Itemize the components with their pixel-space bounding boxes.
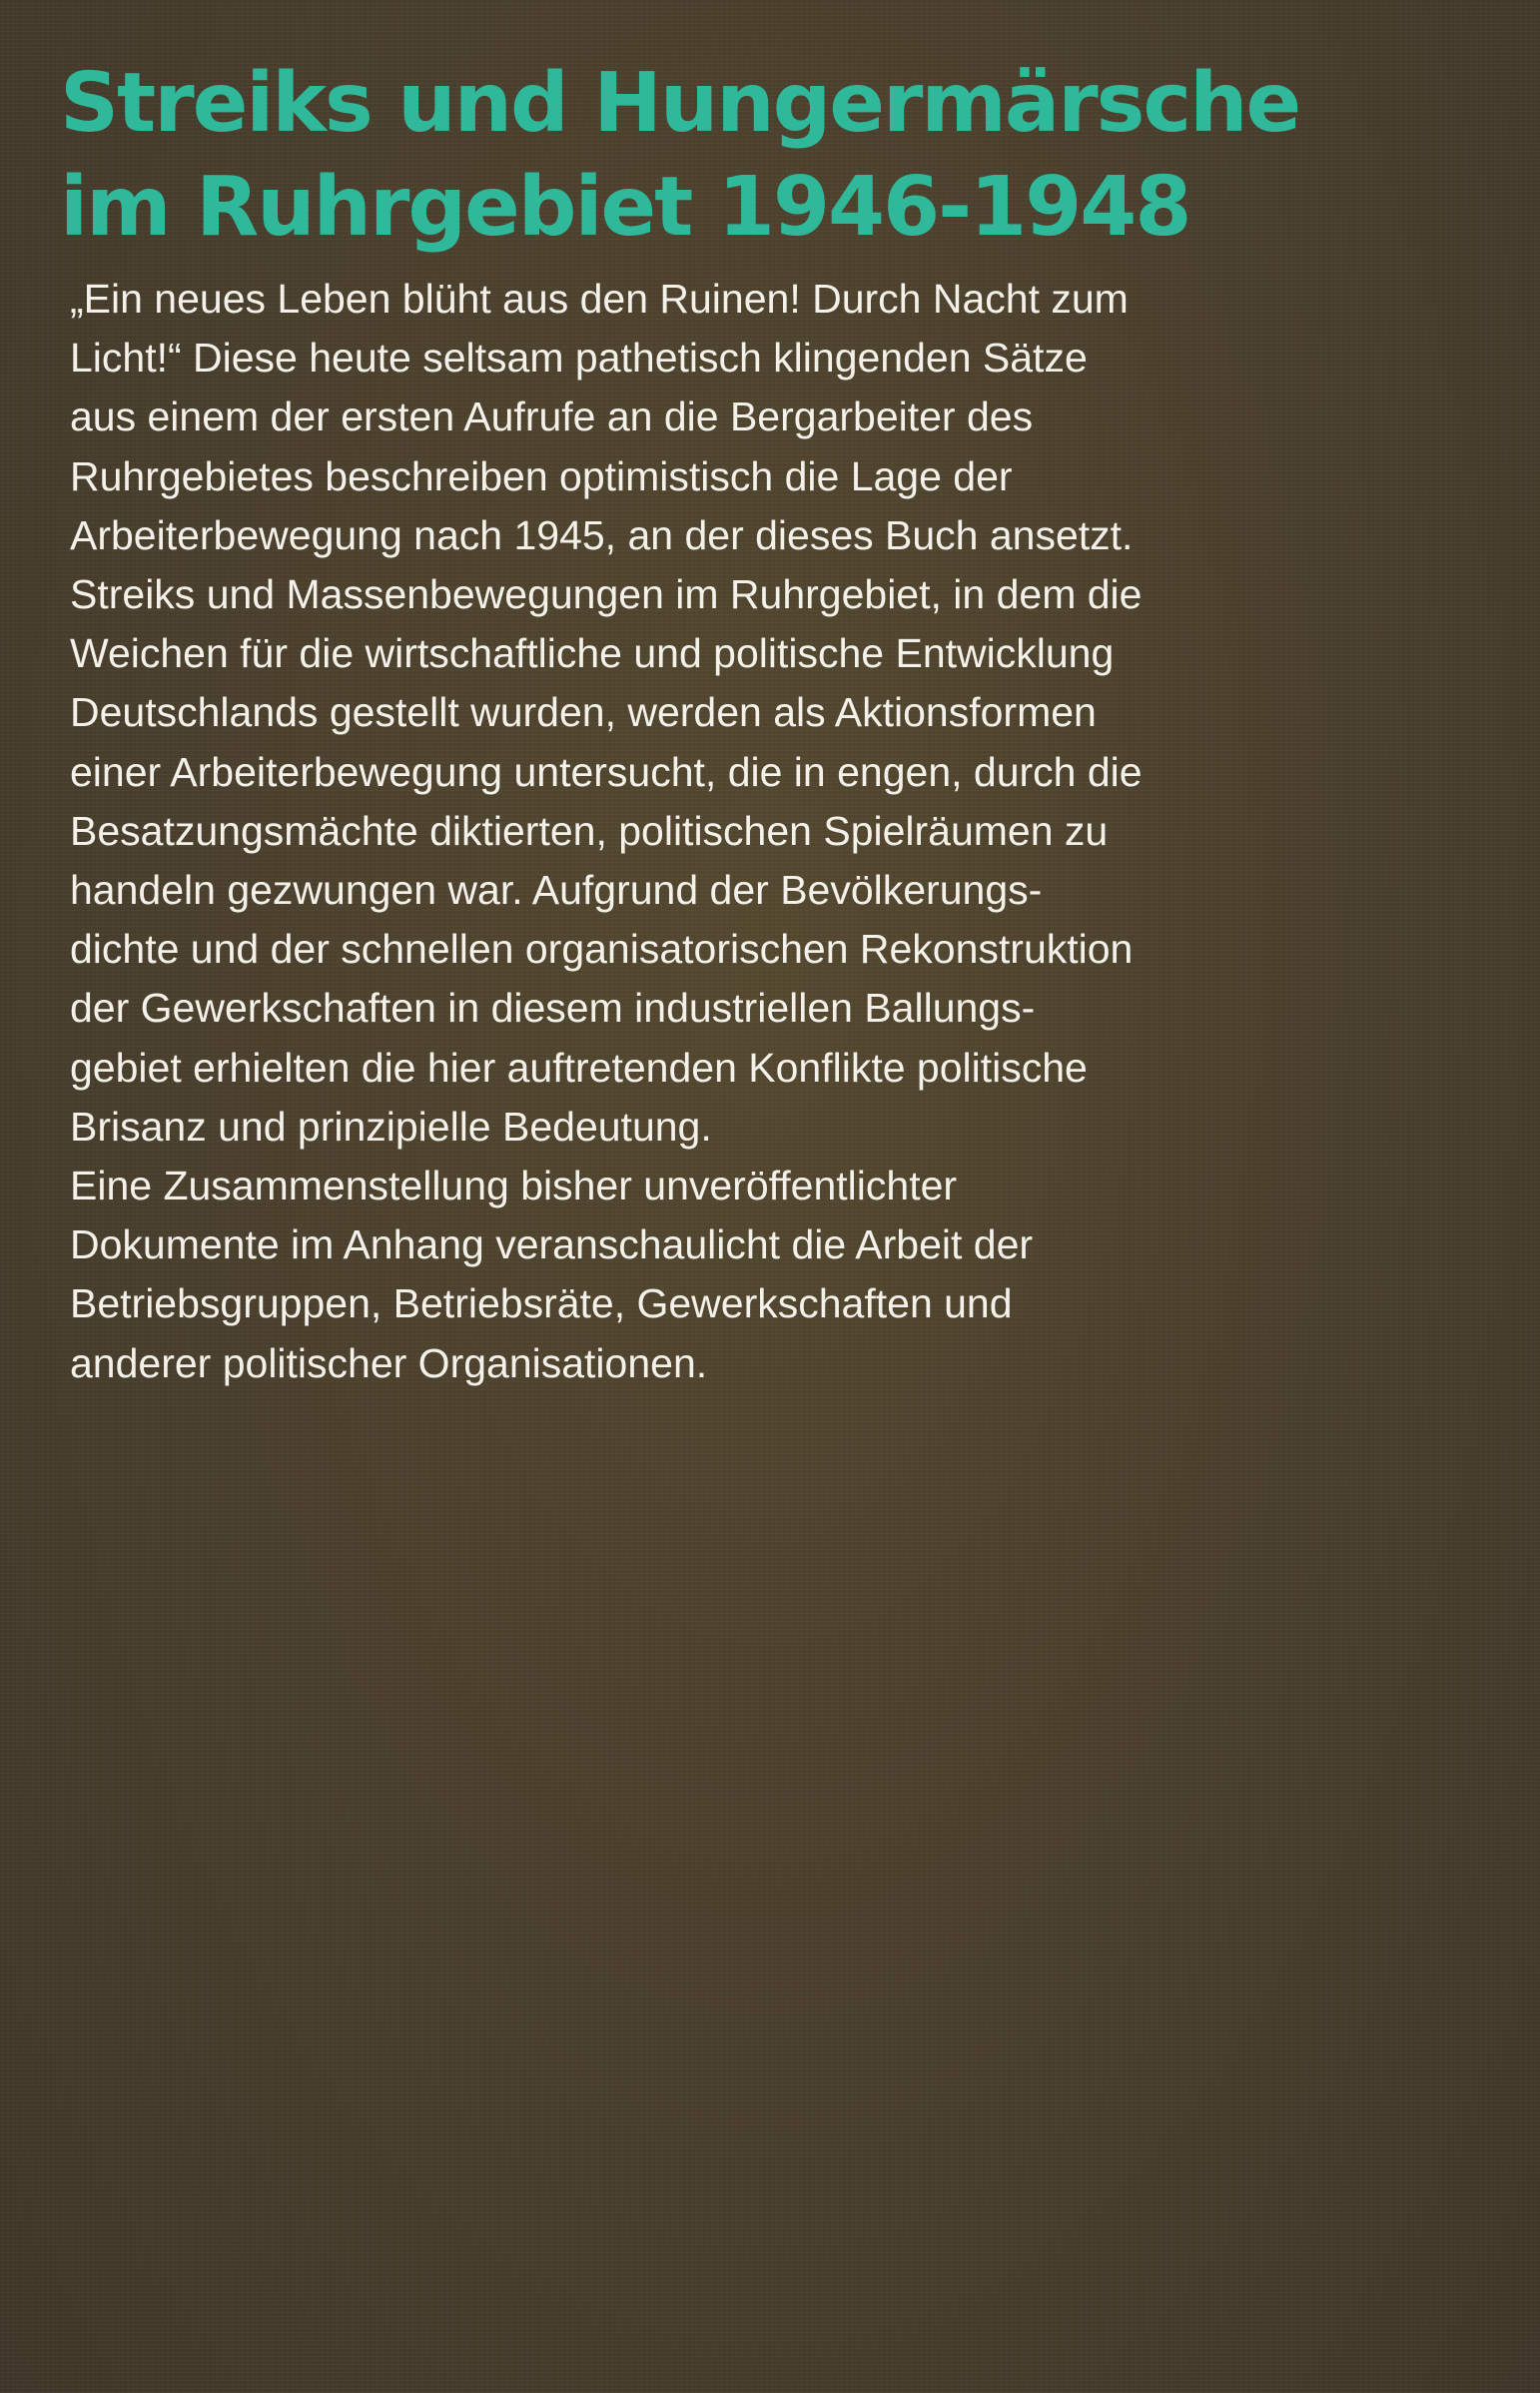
blurb-line: anderer politischer Organisationen. bbox=[70, 1339, 708, 1386]
blurb-line: Licht!“ Diese heute seltsam pathetisch klingenden Sätze bbox=[70, 335, 1088, 382]
blurb-line: gebiet erhielten die hier auftretenden Konflikte politische bbox=[70, 1044, 1088, 1091]
blurb-line: aus einem der ersten Aufrufe an die Bergarbeiter des bbox=[70, 394, 1034, 440]
blurb-line: Ruhrgebietes beschreiben optimistisch die Lage der bbox=[70, 452, 1013, 499]
blurb-line: „Ein neues Leben blüht aus den Ruinen! Durch Nacht zum bbox=[70, 276, 1129, 322]
blurb-text bbox=[70, 270, 1468, 1393]
blurb-line: Eine Zusammenstellung bisher unveröffentlichter bbox=[70, 1163, 958, 1209]
blurb-line: Deutschlands gestellt wurden, werden als Aktionsformen bbox=[70, 689, 1097, 736]
blurb-line: dichte und der schnellen organisatorischen Rekonstruktion bbox=[70, 926, 1134, 973]
blurb-line: Weichen für die wirtschaftliche und politische Entwicklung bbox=[70, 630, 1115, 677]
blurb-line: handeln gezwungen war. Aufgrund der Bevölkerungs- bbox=[70, 867, 1043, 914]
title-line-2: im Ruhrgebiet 1946-1948 bbox=[60, 160, 1190, 255]
blurb-line: Betriebsgruppen, Betriebsräte, Gewerkschaften und bbox=[70, 1280, 1013, 1327]
blurb-line: Dokumente im Anhang veranschaulicht die Arbeit der bbox=[70, 1221, 1034, 1268]
blurb-line: Streiks und Massenbewegungen im Ruhrgebiet, in dem die bbox=[70, 571, 1143, 618]
blurb-line: Besatzungsmächte diktierten, politischen Spielräumen zu bbox=[70, 807, 1109, 854]
blurb-line: Brisanz und prinzipielle Bedeutung. bbox=[70, 1103, 712, 1150]
title-line-1: Streiks und Hungermärsche bbox=[60, 56, 1300, 151]
blurb-line: Arbeiterbewegung nach 1945, an der dieses Buch ansetzt. bbox=[70, 511, 1134, 558]
blurb-line: einer Arbeiterbewegung untersucht, die in engen, durch die bbox=[70, 748, 1143, 795]
book-title bbox=[60, 52, 1458, 260]
blurb-line: der Gewerkschaften in diesem industriellen Ballungs- bbox=[70, 985, 1036, 1032]
